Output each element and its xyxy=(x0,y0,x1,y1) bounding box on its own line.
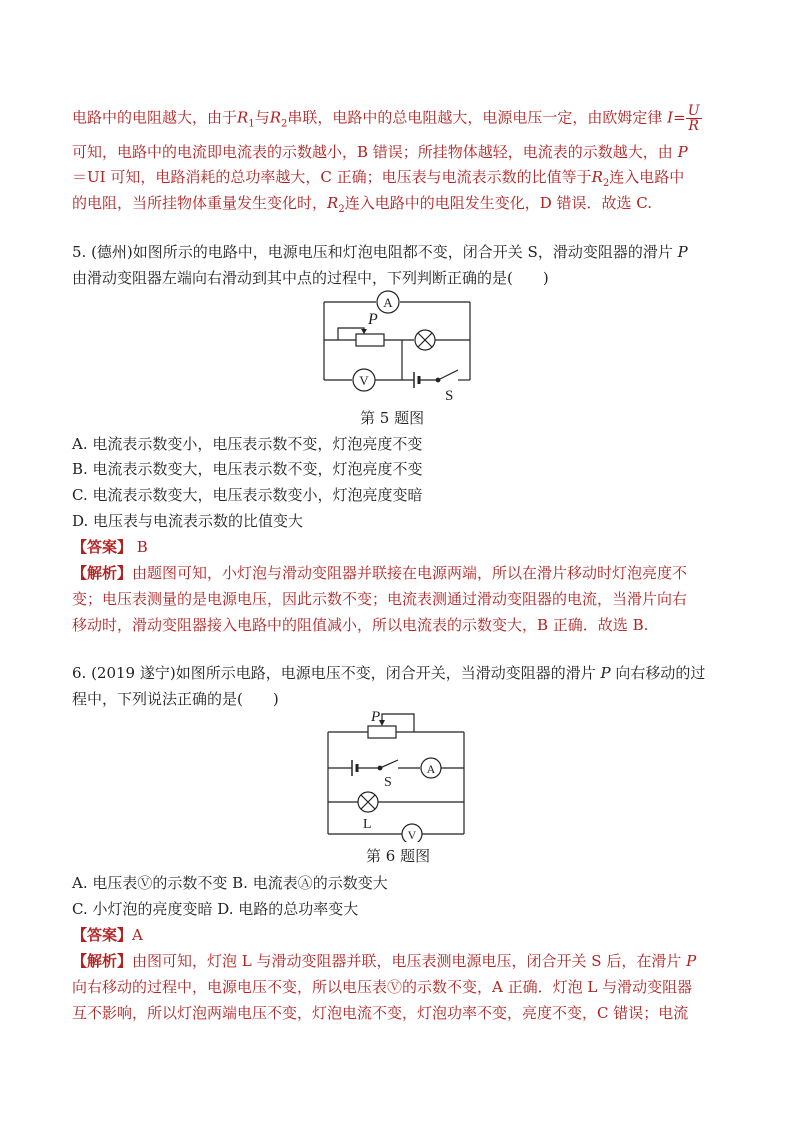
q6-slider-label: P xyxy=(371,709,381,725)
q5-analysis-line-3: 移动时，滑动变阻器接入电路中的阻值减小，所以电流表的示数变大，B 正确．故选 B. xyxy=(72,616,649,634)
q6-analysis-line-3: 互不影响，所以灯泡两端电压不变，灯泡电流不变，灯泡功率不变，亮度不变，C 错误；电流 xyxy=(72,1004,689,1022)
q5-figure-caption: 第 5 题图 xyxy=(360,409,425,427)
q5-stem-line-2: 由滑动变阻器左端向右滑动到其中点的过程中，下列判断正确的是( ) xyxy=(72,269,549,287)
prev-explanation-line-4: 的电阻，当所挂物体重量发生变化时，$R_2$连入电路中的电阻发生变化，D 错误．故选 C. xyxy=(72,194,652,215)
q6-switch-label: S xyxy=(384,775,392,790)
q6-lamp-label: L xyxy=(363,817,372,832)
q5-rheostat-icon xyxy=(356,334,384,346)
prev-explanation-line-1: 电路中的电阻越大，由于$R_1$与$R_2$串联，电路中的总电阻越大，电源电压一定，由欧姆定律 I= $\frac{U}{R}$ xyxy=(72,103,700,134)
q6-circuit-diagram xyxy=(322,708,472,842)
prev-explanation-line-2: 可知，电路中的电流即电流表的示数越小，B 错误；所挂物体越轻，电流表的示数越大，由 P xyxy=(72,143,688,161)
q6-figure-caption: 第 6 题图 xyxy=(366,847,431,865)
q6-answer: 【答案】A xyxy=(72,926,143,944)
q5-switch-icon xyxy=(438,370,458,380)
q6-analysis-line-2: 向右移动的过程中，电源电压不变，所以电压表Ⓥ的示数不变，A 正确．灯泡 L 与滑动变阻器 xyxy=(72,978,693,996)
q6-rheostat-icon xyxy=(368,726,396,738)
q5-answer: 【答案】 B xyxy=(72,538,148,556)
prev-explanation-line-3: ＝UI 可知，电路消耗的总功率越大，C 正确；电压表与电流表示数的比值等于$R_2$连入电路中 xyxy=(72,168,685,189)
q6-ammeter-label: A xyxy=(426,762,436,776)
q5-ammeter-label: A xyxy=(383,295,393,310)
q6-options-ab: A. 电压表Ⓥ的示数不变 B. 电流表Ⓐ的示数变大 xyxy=(72,874,388,892)
q5-circuit-diagram xyxy=(318,290,478,402)
q6-voltmeter-label: V xyxy=(407,828,417,842)
q5-stem-line-1: 5. (德州)如图所示的电路中，电源电压和灯泡电阻都不变，闭合开关 S，滑动变阻器的滑片 P xyxy=(72,243,688,261)
q5-option-b: B. 电流表示数变大，电压表示数不变，灯泡亮度不变 xyxy=(72,460,423,478)
q6-stem-line-2: 程中，下列说法正确的是( ) xyxy=(72,690,279,708)
q6-stem-line-1: 6. (2019 遂宁)如图所示电路，电源电压不变，闭合开关，当滑动变阻器的滑片 P 向右移动的过 xyxy=(72,664,706,682)
q5-analysis-line-2: 变；电压表测量的是电源电压，因此示数不变；电流表测通过滑动变阻器的电流，当滑片向右 xyxy=(72,590,688,608)
q5-voltmeter-label: V xyxy=(359,373,369,388)
q5-analysis-line-1: 【解析】由题图可知，小灯泡与滑动变阻器并联接在电源两端，所以在滑片移动时灯泡亮度不 xyxy=(72,564,688,582)
q5-option-c: C. 电流表示数变大，电压表示数变小，灯泡亮度变暗 xyxy=(72,486,423,504)
q6-analysis-line-1: 【解析】由图可知，灯泡 L 与滑动变阻器并联，电压表测电源电压，闭合开关 S 后，在滑片 P xyxy=(72,952,697,970)
q5-option-a: A. 电流表示数变小，电压表示数不变，灯泡亮度不变 xyxy=(72,435,423,453)
ohm-law-fraction: $\frac{U}{R}$ xyxy=(687,103,700,134)
q6-options-cd: C. 小灯泡的亮度变暗 D. 电路的总功率变大 xyxy=(72,900,359,918)
q6-switch-icon xyxy=(380,760,398,768)
q5-slider-label: P xyxy=(368,311,378,328)
q5-switch-label: S xyxy=(445,388,454,402)
q5-option-d: D. 电压表与电流表示数的比值变大 xyxy=(72,512,304,530)
